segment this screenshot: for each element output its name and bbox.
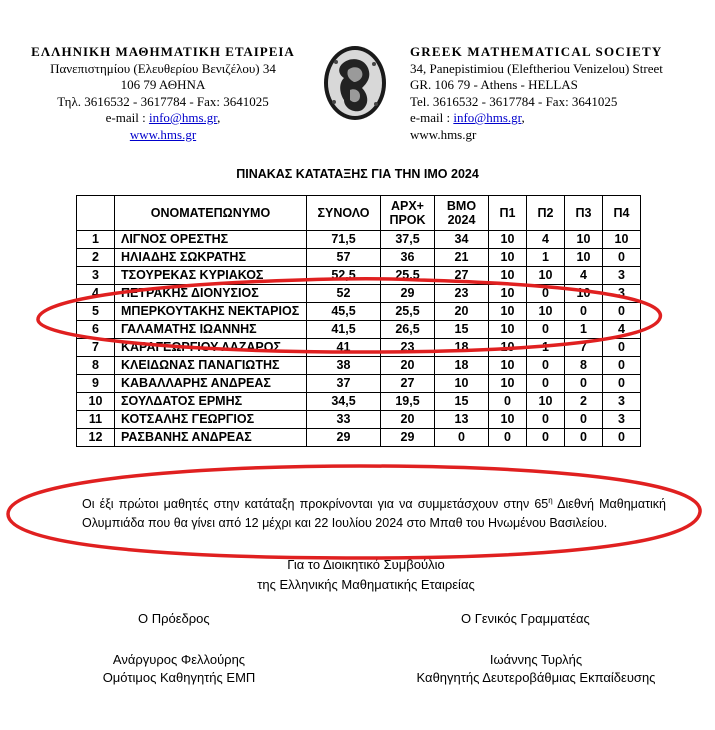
cell-p3: 0: [565, 429, 603, 447]
cell-name: ΛΙΓΝΟΣ ΟΡΕΣΤΗΣ: [115, 231, 307, 249]
cell-rank: 7: [77, 339, 115, 357]
email-link-en[interactable]: info@hms.gr: [453, 110, 522, 125]
cell-p3: 10: [565, 231, 603, 249]
society-title-english: GREEK MATHEMATICAL SOCIETY: [410, 44, 663, 59]
society-logo: [322, 44, 388, 122]
table-row: [77, 411, 641, 429]
cell-total: 52: [307, 285, 381, 303]
header-prelim: ΑΡΧ+ ΠΡΟΚ: [381, 196, 435, 231]
cell-name: ΚΛΕΙΔΩΝΑΣ ΠΑΝΑΓΙΩΤΗΣ: [115, 357, 307, 375]
header-bmo: ΒΜΟ 2024: [435, 196, 489, 231]
cell-p1: 10: [489, 321, 527, 339]
secretary-role: Καθηγητής Δευτεροβάθμιας Εκπαίδευσης: [416, 670, 656, 685]
note-superscript: η: [548, 496, 553, 505]
council-line-1: Για το Διοικητικό Συμβούλιο: [287, 557, 445, 572]
header-p2: Π2: [527, 196, 565, 231]
cell-p4: 3: [603, 411, 641, 429]
cell-p4: 0: [603, 339, 641, 357]
email-label-en: e-mail :: [410, 110, 454, 125]
cell-name: ΣΟΥΛΔΑΤΟΣ ΕΡΜΗΣ: [115, 393, 307, 411]
address-line-2-en: GR. 106 79 - Athens - HELLAS: [410, 77, 578, 92]
table-body: [77, 231, 641, 447]
email-link[interactable]: info@hms.gr: [148, 110, 218, 125]
cell-prelim: 27: [381, 375, 435, 393]
cell-rank: 9: [77, 375, 115, 393]
cell-p1: 10: [489, 249, 527, 267]
cell-p2: 10: [527, 267, 565, 285]
header-p4: Π4: [603, 196, 641, 231]
cell-total: 45,5: [307, 303, 381, 321]
cell-rank: 1: [77, 231, 115, 249]
cell-p1: 0: [489, 429, 527, 447]
cell-p3: 0: [565, 375, 603, 393]
cell-bmo: 13: [435, 411, 489, 429]
cell-bmo: 23: [435, 285, 489, 303]
cell-p3: 10: [565, 249, 603, 267]
header-greek: [18, 44, 308, 143]
cell-rank: 12: [77, 429, 115, 447]
cell-prelim: 20: [381, 357, 435, 375]
cell-p4: 4: [603, 321, 641, 339]
cell-prelim: 20: [381, 411, 435, 429]
cell-rank: 11: [77, 411, 115, 429]
table-row: [77, 285, 641, 303]
phone-line-en: Tel. 3616532 - 3617784 - Fax: 3641025: [410, 93, 618, 109]
cell-p1: 10: [489, 339, 527, 357]
cell-name: ΚΑΒΑΛΛΑΡΗΣ ΑΝΔΡΕΑΣ: [115, 375, 307, 393]
cell-name: ΗΛΙΑΔΗΣ ΣΩΚΡΑΤΗΣ: [115, 249, 307, 267]
cell-total: 41,5: [307, 321, 381, 339]
address-line-1-en: 34, Panepistimiou (Eleftheriou Venizelou) Street: [410, 60, 663, 76]
cell-bmo: 27: [435, 267, 489, 285]
cell-bmo: 20: [435, 303, 489, 321]
cell-p3: 0: [565, 303, 603, 321]
cell-p2: 0: [527, 411, 565, 429]
cell-p3: 1: [565, 321, 603, 339]
cell-p4: 0: [603, 357, 641, 375]
table-row: [77, 393, 641, 411]
cell-bmo: 10: [435, 375, 489, 393]
cell-total: 71,5: [307, 231, 381, 249]
cell-bmo: 15: [435, 321, 489, 339]
cell-bmo: 15: [435, 393, 489, 411]
header-english: [410, 44, 700, 143]
society-title-greek: ΕΛΛΗΝΙΚΗ ΜΑΘΗΜΑΤΙΚΗ ΕΤΑΙΡΕΙΑ: [31, 44, 295, 59]
cell-p1: 10: [489, 375, 527, 393]
header-total: ΣΥΝΟΛΟ: [307, 196, 381, 231]
cell-p3: 4: [565, 267, 603, 285]
email-line-en: [410, 110, 700, 127]
cell-name: ΓΑΛΑΜΑΤΗΣ ΙΩΑΝΝΗΣ: [115, 321, 307, 339]
president-name: Ανάργυρος Φελλούρης: [112, 652, 246, 667]
cell-prelim: 23: [381, 339, 435, 357]
website-text-en: www.hms.gr: [410, 126, 477, 142]
table-row: [77, 231, 641, 249]
cell-rank: 10: [77, 393, 115, 411]
cell-prelim: 36: [381, 249, 435, 267]
council-block: [0, 555, 715, 595]
cell-total: 34,5: [307, 393, 381, 411]
coin-emblem-icon: [322, 44, 388, 122]
cell-p2: 0: [527, 375, 565, 393]
cell-p4: 0: [603, 303, 641, 321]
website-link[interactable]: www.hms.gr: [129, 126, 197, 142]
table-row: [77, 303, 641, 321]
cell-p1: 10: [489, 357, 527, 375]
cell-p1: 0: [489, 393, 527, 411]
header-name: ΟΝΟΜΑΤΕΠΩΝΥΜΟ: [115, 196, 307, 231]
cell-p2: 4: [527, 231, 565, 249]
cell-p2: 10: [527, 303, 565, 321]
cell-p3: 0: [565, 411, 603, 429]
secretary-signature: [392, 651, 680, 687]
secretary-title: Ο Γενικός Γραμματέας: [461, 611, 590, 626]
cell-p2: 0: [527, 321, 565, 339]
cell-p3: 7: [565, 339, 603, 357]
cell-p4: 0: [603, 375, 641, 393]
cell-prelim: 29: [381, 429, 435, 447]
president-signature: [80, 651, 278, 687]
cell-p4: 3: [603, 267, 641, 285]
cell-rank: 8: [77, 357, 115, 375]
cell-bmo: 18: [435, 339, 489, 357]
cell-prelim: 29: [381, 285, 435, 303]
cell-bmo: 18: [435, 357, 489, 375]
cell-p4: 3: [603, 285, 641, 303]
cell-name: ΠΕΤΡΑΚΗΣ ΔΙΟΝΥΣΙΟΣ: [115, 285, 307, 303]
cell-p1: 10: [489, 285, 527, 303]
cell-total: 37: [307, 375, 381, 393]
cell-bmo: 21: [435, 249, 489, 267]
cell-total: 29: [307, 429, 381, 447]
cell-p1: 10: [489, 303, 527, 321]
cell-prelim: 26,5: [381, 321, 435, 339]
cell-p4: 0: [603, 249, 641, 267]
cell-total: 33: [307, 411, 381, 429]
cell-name: ΡΑΣΒΑΝΗΣ ΑΝΔΡΕΑΣ: [115, 429, 307, 447]
email-label: e-mail :: [105, 110, 149, 125]
cell-p4: 3: [603, 393, 641, 411]
email-line: [18, 110, 308, 127]
phone-line: Τηλ. 3616532 - 3617784 - Fax: 3641025: [57, 93, 269, 109]
cell-prelim: 37,5: [381, 231, 435, 249]
note-text-start: Οι έξι πρώτοι μαθητές στην κατάταξη προκρίνονται για να συμμετάσχουν στην 65: [82, 497, 549, 512]
cell-p1: 10: [489, 411, 527, 429]
cell-p3: 10: [565, 285, 603, 303]
cell-name: ΚΟΤΣΑΛΗΣ ΓΕΩΡΓΙΟΣ: [115, 411, 307, 429]
note-text-end: Διεθνή Μαθηματική Ολυμπιάδα που θα γίνει από 12 μέχρι και 22 Ιουλίου 2024 στο Μπαθ του Ηνωμένου Βασιλείου.: [82, 497, 667, 531]
cell-rank: 5: [77, 303, 115, 321]
secretary-name: Ιωάννης Τυρλής: [489, 652, 583, 667]
cell-prelim: 19,5: [381, 393, 435, 411]
header-p1: Π1: [489, 196, 527, 231]
email-suffix: ,: [217, 110, 221, 125]
cell-p4: 10: [603, 231, 641, 249]
cell-name: ΚΑΡΑΓΕΩΡΓΙΟΥ ΛΑΖΑΡΟΣ: [115, 339, 307, 357]
cell-p2: 1: [527, 339, 565, 357]
council-line-2: της Ελληνικής Μαθηματικής Εταιρείας: [257, 577, 475, 592]
cell-rank: 3: [77, 267, 115, 285]
cell-prelim: 25,5: [381, 267, 435, 285]
cell-name: ΜΠΕΡΚΟΥΤΑΚΗΣ ΝΕΚΤΑΡΙΟΣ: [115, 303, 307, 321]
cell-total: 41: [307, 339, 381, 357]
cell-p2: 0: [527, 285, 565, 303]
address-line-1: Πανεπιστημίου (Ελευθερίου Βενιζέλου) 34: [50, 60, 276, 76]
table-row: [77, 321, 641, 339]
cell-name: ΤΣΟΥΡΕΚΑΣ ΚΥΡΙΑΚΟΣ: [115, 267, 307, 285]
table-row: [77, 375, 641, 393]
cell-rank: 2: [77, 249, 115, 267]
cell-p4: 0: [603, 429, 641, 447]
header-rank: [77, 196, 115, 231]
table-row: [77, 249, 641, 267]
cell-total: 57: [307, 249, 381, 267]
qualification-note: [82, 491, 666, 533]
ranking-table: [76, 195, 641, 447]
president-title: Ο Πρόεδρος: [138, 611, 210, 626]
cell-p2: 0: [527, 357, 565, 375]
cell-p3: 2: [565, 393, 603, 411]
ranking-heading: ΠΙΝΑΚΑΣ ΚΑΤΑΤΑΞΗΣ ΓΙΑ ΤΗΝ ΙΜΟ 2024: [236, 167, 479, 181]
president-role: Ομότιμος Καθηγητής ΕΜΠ: [102, 670, 256, 685]
cell-bmo: 34: [435, 231, 489, 249]
cell-p2: 10: [527, 393, 565, 411]
table-row: [77, 357, 641, 375]
table-row: [77, 339, 641, 357]
table-header-row: [77, 196, 641, 231]
cell-rank: 4: [77, 285, 115, 303]
header-p3: Π3: [565, 196, 603, 231]
table-row: [77, 429, 641, 447]
address-line-2: 106 79 ΑΘΗΝΑ: [120, 77, 206, 92]
cell-bmo: 0: [435, 429, 489, 447]
cell-p2: 1: [527, 249, 565, 267]
cell-total: 38: [307, 357, 381, 375]
table-row: [77, 267, 641, 285]
cell-prelim: 25,5: [381, 303, 435, 321]
cell-p3: 8: [565, 357, 603, 375]
cell-total: 52,5: [307, 267, 381, 285]
cell-p1: 10: [489, 267, 527, 285]
cell-rank: 6: [77, 321, 115, 339]
cell-p1: 10: [489, 231, 527, 249]
email-suffix-en: ,: [521, 110, 525, 125]
cell-p2: 0: [527, 429, 565, 447]
